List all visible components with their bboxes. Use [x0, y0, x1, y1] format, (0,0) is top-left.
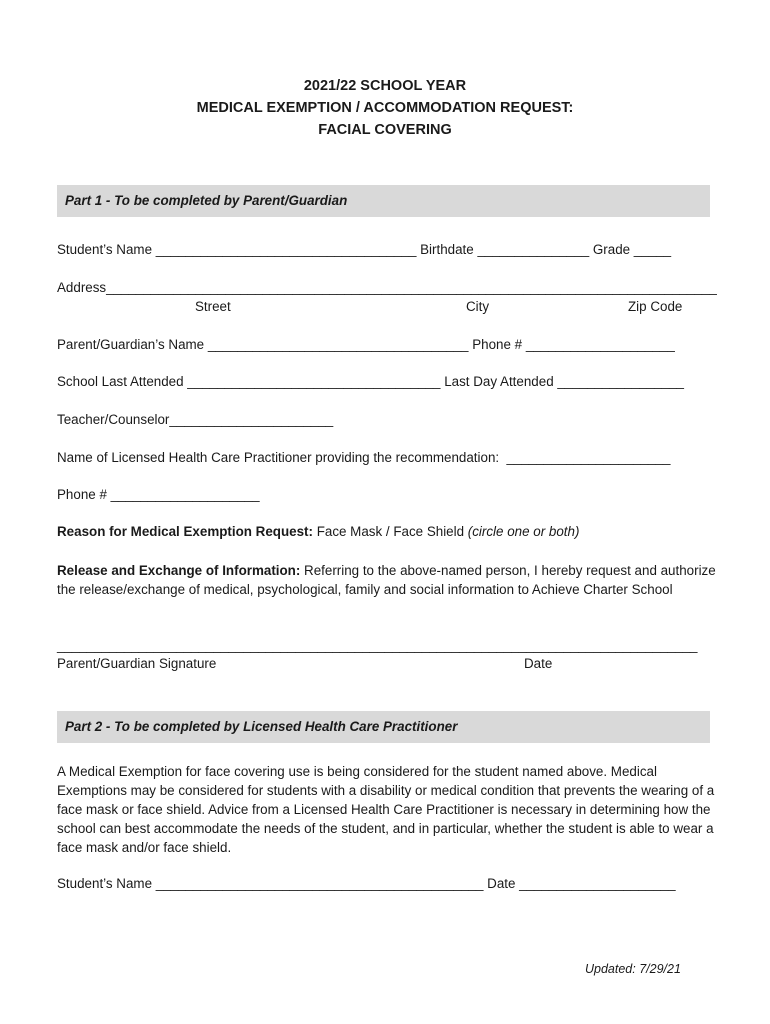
signature-date-label: Date: [524, 656, 553, 671]
part2-heading: Part 2 - To be completed by Licensed Health Care Practitioner: [65, 719, 458, 734]
practitioner-name-line: Name of Licensed Health Care Practitioner providing the recommendation: ______________________: [57, 450, 671, 465]
part1-heading: Part 1 - To be completed by Parent/Guardian: [65, 193, 348, 208]
release-label: Release and Exchange of Information:: [57, 563, 301, 578]
reason-options: Face Mask / Face Shield: [312, 524, 468, 539]
part2-heading-bar: [57, 711, 710, 743]
address-city-label: City: [466, 299, 490, 314]
parent-name-phone-line: Parent/Guardian’s Name ___________________________________ Phone # ____________________: [57, 337, 675, 352]
school-year-title: 2021/22 SCHOOL YEAR: [303, 78, 467, 94]
address-street-label: Street: [195, 299, 231, 314]
signature-label: Parent/Guardian Signature: [57, 656, 217, 671]
updated-date: Updated: 7/29/21: [585, 962, 681, 976]
teacher-counselor-line: Teacher/Counselor______________________: [57, 412, 334, 427]
form-title: MEDICAL EXEMPTION / ACCOMMODATION REQUEST:: [196, 100, 574, 116]
part1-heading-bar: [57, 185, 710, 217]
form-subtitle: FACIAL COVERING: [318, 122, 452, 138]
address-zip-label: Zip Code: [628, 299, 683, 314]
reason-label: Reason for Medical Exemption Request:: [57, 524, 313, 539]
reason-note: (circle one or both): [467, 524, 580, 539]
part2-paragraph: A Medical Exemption for face covering use is being considered for the student named above. Medical Exemptions may be considered for students with a disability or medical condition that prevents the wearing of a face mask or face shield. Advice from a Licensed Health Care Practitioner is necessary in determining how the school can best accommodate the needs of the student, and in particular, whether the student is able to wear a face mask and/or face shield.: [57, 764, 715, 855]
part2-student-date-line: Student’s Name ____________________________________________ Date _____________________: [57, 876, 676, 891]
signature-rule: ______________________________________________________________________________________: [57, 638, 698, 653]
release-paragraph: [57, 561, 717, 599]
school-last-attended-line: School Last Attended __________________________________ Last Day Attended _________________: [57, 374, 684, 389]
address-line: Address__________________________________________________________________________________: [57, 280, 717, 295]
release-text: Referring to the above-named person, I hereby request and authorize the release/exchange of medical, psychological, family and social information to Achieve Charter School: [57, 563, 716, 597]
reason-line: [57, 524, 579, 540]
practitioner-phone-line: Phone # ____________________: [57, 487, 260, 502]
student-name-birthdate-grade-line: Student’s Name ___________________________________ Birthdate _______________ Grade _____: [57, 242, 672, 257]
